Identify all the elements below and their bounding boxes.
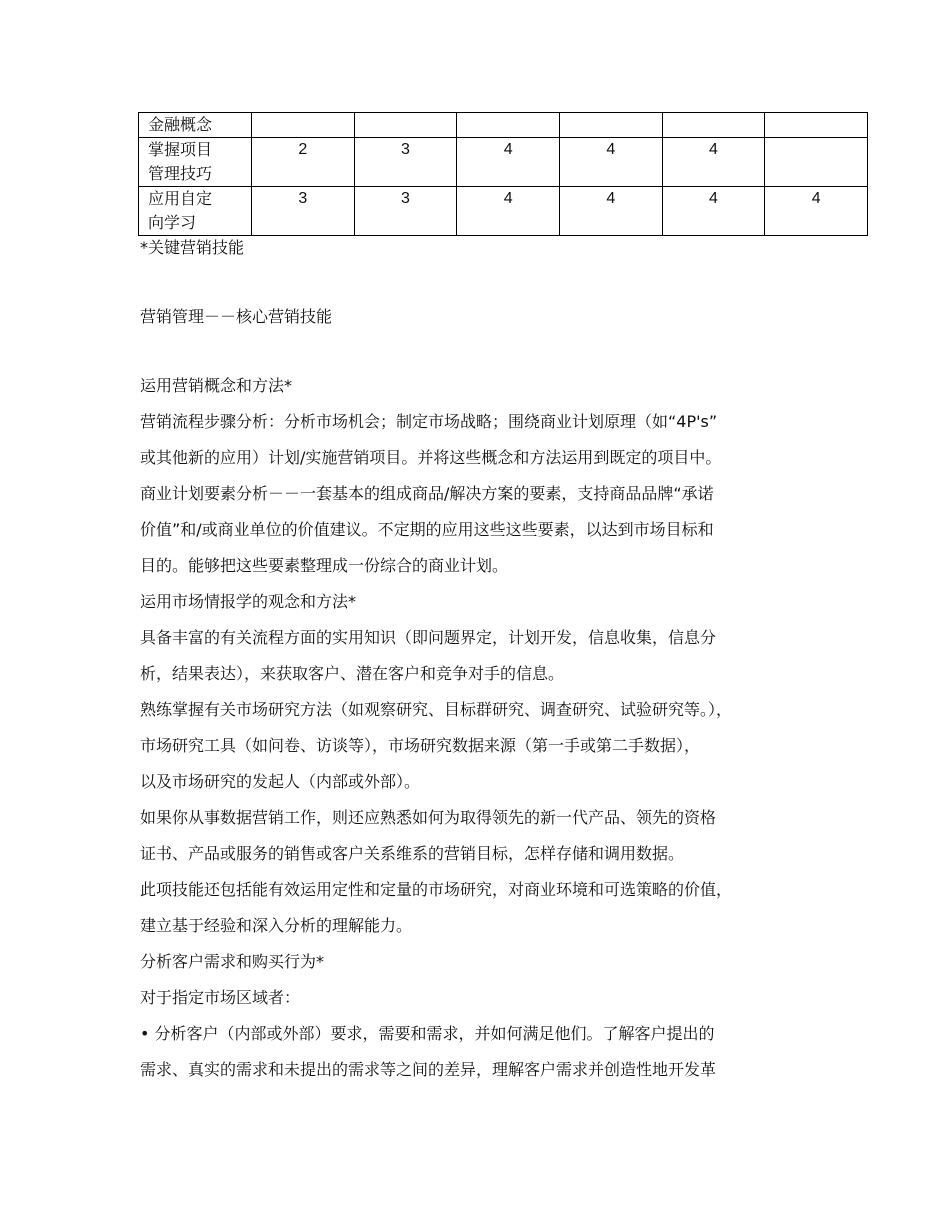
table-cell (252, 113, 355, 138)
subsection-heading: 运用营销概念和方法* (140, 376, 293, 395)
paragraph-line: 析，结果表达），来获取客户、潜在客户和竞争对手的信息。 (140, 664, 565, 683)
table-cell: 3 (354, 187, 457, 236)
paragraph-line: 营销流程步骤分析：分析市场机会；制定市场战略；围绕商业计划原理（如“4P's” (140, 412, 718, 431)
paragraph-line: 此项技能还包括能有效运用定性和定量的市场研究，对商业环境和可选策略的价值， (140, 880, 733, 899)
paragraph-line: 需求、真实的需求和未提出的需求等之间的差异，理解客户需求并创造性地开发革 (140, 1060, 717, 1079)
skills-table (138, 112, 868, 236)
table-cell (662, 113, 765, 138)
table-footnote: *关键营销技能 (140, 238, 245, 257)
subsection-heading: 分析客户需求和购买行为* (140, 952, 325, 971)
table-row (139, 113, 868, 138)
table-row (139, 138, 868, 187)
table-cell: 3 (354, 138, 457, 187)
table-cell (457, 113, 560, 138)
paragraph-line: 商业计划要素分析－－一套基本的组成商品/解决方案的要素，支持商品品牌“承诺 (140, 484, 714, 503)
paragraph-line: 或其他新的应用）计划/实施营销项目。并将这些概念和方法运用到既定的项目中。 (140, 448, 722, 467)
row-label: 金融概念 (139, 113, 252, 138)
paragraph-line: 目的。能够把这些要素整理成一份综合的商业计划。 (140, 556, 509, 575)
bullet-item: • 分析客户（内部或外部）要求，需要和需求，并如何满足他们。了解客户提出的 (140, 1024, 715, 1043)
paragraph-line: 证书、产品或服务的销售或客户关系维系的营销目标，怎样存储和调用数据。 (140, 844, 685, 863)
table-cell: 4 (559, 187, 662, 236)
paragraph-line: 以及市场研究的发起人（内部或外部）。 (140, 772, 421, 791)
paragraph-line: 如果你从事数据营销工作，则还应熟悉如何为取得领先的新一代产品、领先的资格 (140, 808, 717, 827)
section-heading: 营销管理－－核心营销技能 (140, 307, 333, 326)
table-cell: 4 (457, 138, 560, 187)
table-cell (559, 113, 662, 138)
table-cell: 4 (559, 138, 662, 187)
paragraph-line: 熟练掌握有关市场研究方法（如观察研究、目标群研究、调查研究、试验研究等。）， (140, 700, 733, 719)
paragraph-line: 对于指定市场区域者： (140, 988, 301, 1007)
table-cell: 4 (457, 187, 560, 236)
table-cell (765, 113, 868, 138)
table-cell (765, 138, 868, 187)
table-cell: 4 (765, 187, 868, 236)
paragraph-line: 市场研究工具（如问卷、访谈等），市场研究数据来源（第一手或第二手数据）， (140, 736, 701, 755)
table-cell: 4 (662, 138, 765, 187)
paragraph-line: 建立基于经验和深入分析的理解能力。 (140, 916, 413, 935)
table-cell (354, 113, 457, 138)
row-label: 应用自定 向学习 (139, 187, 252, 236)
paragraph-line: 具备丰富的有关流程方面的实用知识（即问题界定，计划开发，信息收集，信息分 (140, 628, 717, 647)
subsection-heading: 运用市场情报学的观念和方法* (140, 592, 357, 611)
row-label: 掌握项目 管理技巧 (139, 138, 252, 187)
table-cell: 3 (252, 187, 355, 236)
table-cell: 2 (252, 138, 355, 187)
paragraph-line: 价值”和/或商业单位的价值建议。不定期的应用这些这些要素，以达到市场目标和 (140, 520, 714, 539)
table-row (139, 187, 868, 236)
table-cell: 4 (662, 187, 765, 236)
